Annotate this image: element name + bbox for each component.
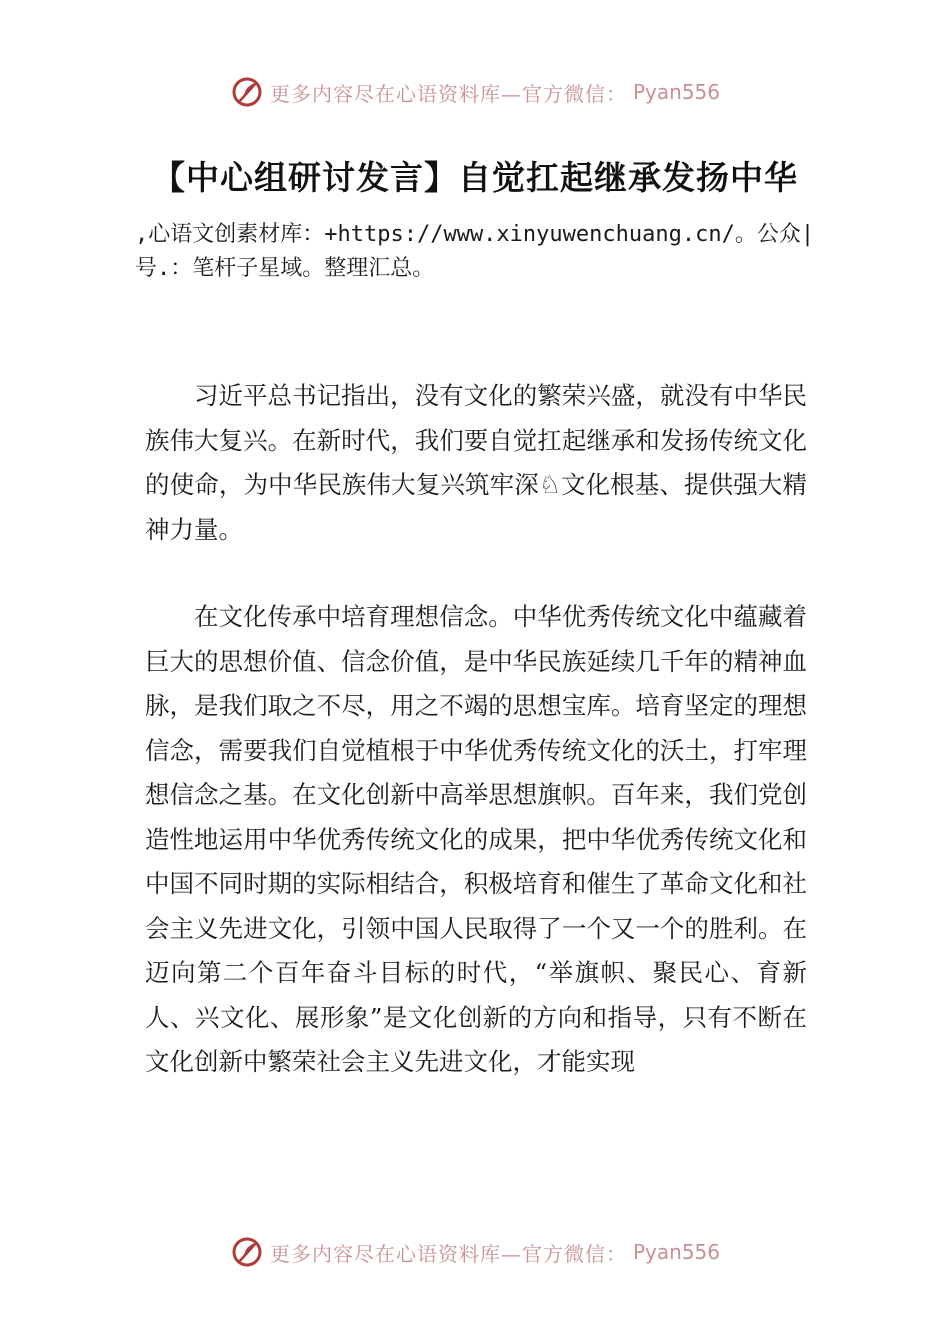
footer-banner xyxy=(0,1232,950,1272)
source-note: ,心语文创素材库：+https://www.xinyuwenchuang.cn/。公众|号.：笔杆子星域。整理汇总。 xyxy=(135,222,815,281)
banner-text: 更多内容尽在心语资料库—官方微信： xyxy=(269,81,627,106)
quill-circle-icon xyxy=(230,1235,264,1269)
document-title: 【中心组研讨发言】自觉扛起继承发扬中华 xyxy=(152,158,798,197)
banner-wechat-id: Pyan556 xyxy=(632,80,720,104)
header-banner xyxy=(0,72,950,112)
banner-wechat-id: Pyan556 xyxy=(632,1240,720,1264)
banner-text: 更多内容尽在心语资料库—官方微信： xyxy=(269,1241,627,1266)
paragraph-main: 在文化传承中培育理想信念。中华优秀传统文化中蕴藏着巨大的思想价值、信念价值，是中华民族延续几千年的精神血脉，是我们取之不尽，用之不竭的思想宝库。培育坚定的理想信念，需要我们自觉植根于中华优秀传统文化的沃土，打牢理想信念之基。在文化创新中高举思想旗帜。百年来，我们党创造性地运用中华优秀传统文化的成果，把中华优秀传统文化和中国不同时期的实际相结合，积极培育和催生了革命文化和社会主义先进文化，引领中国人民取得了一个又一个的胜利。在迈向第二个百年奋斗目标的时代，“举旗帜、聚民心、育新人、兴文化、展形象”是文化创新的方向和指导，只有不断在文化创新中繁荣社会主义先进文化，才能实现 xyxy=(145,602,807,1076)
paragraph-intro: 习近平总书记指出，没有文化的繁荣兴盛，就没有中华民族伟大复兴。在新时代，我们要自觉扛起继承和发扬传统文化的使命，为中华民族伟大复兴筑牢深♘文化根基、提供强大精神力量。 xyxy=(145,381,807,544)
quill-circle-icon xyxy=(230,75,264,109)
